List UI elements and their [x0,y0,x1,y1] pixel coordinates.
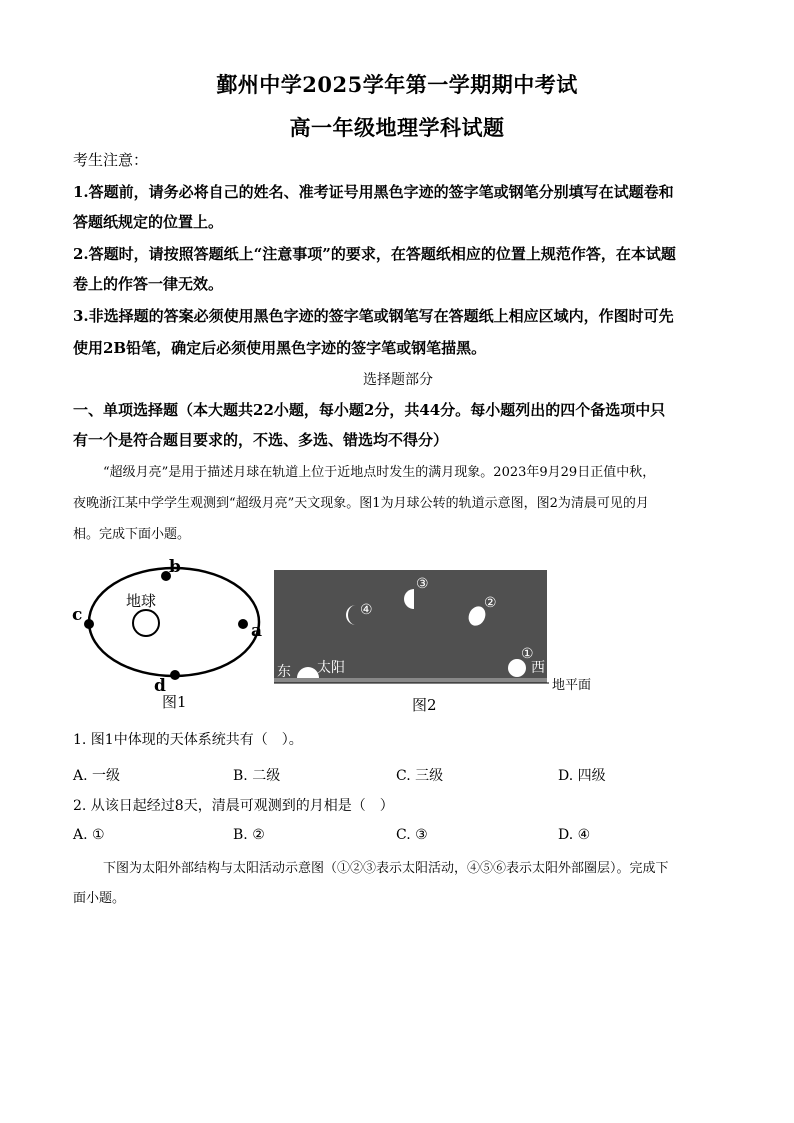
section-title: 选择题部分 [363,372,433,388]
marker-1: ① [521,646,534,662]
orbit-point-d [170,670,180,680]
q2-option-d[interactable]: D. ④ [558,827,591,843]
figure1-caption: 图1 [162,693,187,711]
east-label: 东 [277,664,291,680]
q2-option-a[interactable]: A. ① [73,827,105,843]
earth-circle [133,610,159,636]
q2-option-b[interactable]: B. ② [233,827,265,843]
passage2-line2: 面小题。 [73,891,126,906]
question1-stem: 1. 图1中体现的天体系统共有（ ）。 [73,732,303,748]
notice-item2-line1: 2.答题时，请按照答题纸上“注意事项”的要求，在答题纸相应的位置上规范作答，在本试题 [73,245,676,263]
orbit-label-b: b [169,557,181,577]
orbit-label-a: a [251,621,263,641]
q1-option-c[interactable]: C. 三级 [396,768,444,784]
part1-instructions-line2: 有一个是符合题目要求的，不选、多选、错选均不得分） [73,431,449,449]
exam-subtitle: 高一年级地理学科试题 [289,115,505,140]
notice-item1-line1: 1.答题前，请务必将自己的姓名、准考证号用黑色字迹的签字笔或钢笔分别填写在试题卷和 [73,183,674,201]
orbit-point-c [84,619,94,629]
q1-option-b[interactable]: B. 二级 [233,768,281,784]
exam-title: 鄞州中学2025学年第一学期期中考试 [216,72,578,97]
earth-label: 地球 [126,592,157,610]
orbit-label-c: c [72,605,83,625]
sun-label: 太阳 [317,660,345,676]
part1-instructions-line1: 一、单项选择题（本大题共22小题，每小题2分，共44分。每小题列出的四个备选项中只 [73,401,666,419]
horizon-label: 地平面 [552,678,592,693]
figure2-moon-phases [270,568,610,718]
question2-options [73,827,723,847]
notice-item2-line2: 卷上的作答一律无效。 [73,275,224,293]
notice-heading: 考生注意： [73,151,149,169]
orbit-label-d: d [154,676,166,696]
marker-3: ③ [416,576,429,592]
passage1-line3: 相。完成下面小题。 [73,527,191,542]
figure1-orbit-diagram [70,556,270,712]
question1-options [73,765,723,785]
q2-option-c[interactable]: C. ③ [396,827,428,843]
moon-orbit [89,568,259,676]
marker-2: ② [484,595,497,611]
orbit-point-a [238,619,248,629]
notice-item3-line2: 使用2B铅笔，确定后必须使用黑色字迹的签字笔或钢笔描黑。 [73,339,487,357]
q1-option-d[interactable]: D. 四级 [558,768,606,784]
question2-stem: 2. 从该日起经过8天，清晨可观测到的月相是（ ） [73,798,394,814]
q1-option-a[interactable]: A. 一级 [73,768,121,784]
passage2-line1: 下图为太阳外部结构与太阳活动示意图（①②③表示太阳活动，④⑤⑥表示太阳外部圈层）。完成下 [103,861,669,876]
notice-item1-line2: 答题纸规定的位置上。 [73,213,224,231]
west-label: 西 [531,660,545,676]
passage1-line2: 夜晚浙江某中学学生观测到“超级月亮”天文现象。图1为月球公转的轨道示意图，图2为清晨可见的月 [73,496,649,511]
passage1-line1: “超级月亮”是用于描述月球在轨道上位于近地点时发生的满月现象。2023年9月29日正值中秋， [103,465,656,480]
notice-item3-line1: 3.非选择题的答案必须使用黑色字迹的签字笔或钢笔写在答题纸上相应区域内，作图时可先 [73,307,674,325]
figure2-caption: 图2 [412,696,437,714]
night-sky [274,570,547,681]
horizon-hatch [274,678,547,683]
marker-4: ④ [360,602,373,618]
